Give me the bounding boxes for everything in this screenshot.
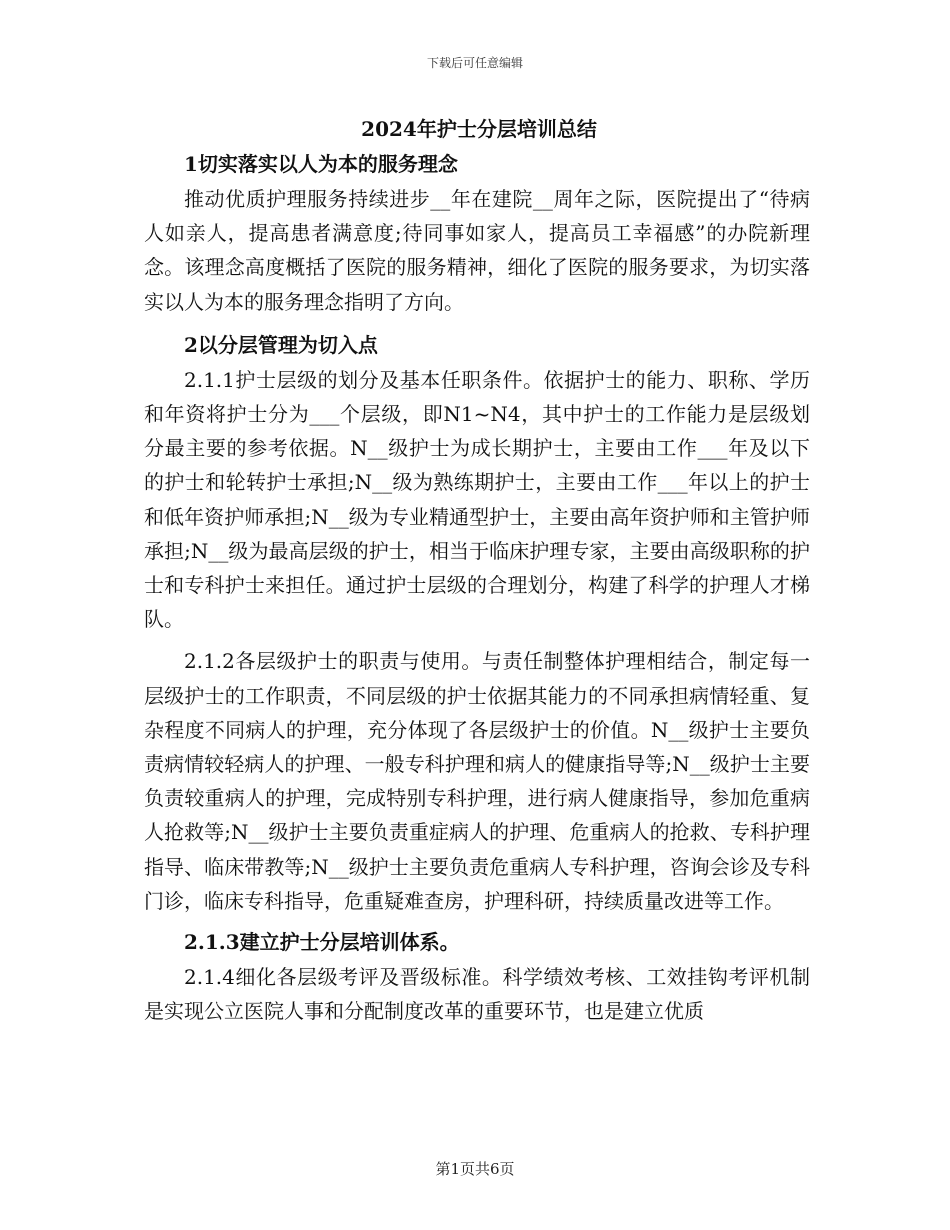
- page-number: 第1页共6页: [435, 1160, 515, 1178]
- page-header-note: 下载后可任意编辑: [426, 56, 523, 70]
- paragraph-2-1-2: 2.1.2各层级护士的职责与使用。与责任制整体护理相结合，制定每一层级护士的工作职责，不同层级的护士依据其能力的不同承担病情轻重、复杂程度不同病人的护理，充分体现了各层级护士的价值。N__级护士主要负责病情较轻病人的护理、一般专科护理和病人的健康指导等;N__级护士主要负责较重病人的护理，完成特别专科护理，进行病人健康指导，参加危重病人抢救等;N__级护士主要负责重症病人的护理、危重病人的抢救、专科护理指导、临床带教等;N__级护士主要负责危重病人专科护理，咨询会诊及专科门诊，临床专科指导，危重疑难查房，护理科研，持续质量改进等工作。: [144, 649, 810, 913]
- document-body: [144, 112, 810, 1036]
- paragraph-service-concept: 推动优质护理服务持续进步__年在建院__周年之际，医院提出了“待病人如亲人，提高患者满意度;待同事如家人，提高员工幸福感”的办院新理念。该理念高度概括了医院的服务精神，细化了医院的服务要求，为切实落实以人为本的服务理念指明了方向。: [144, 187, 810, 314]
- section-heading-1: 1切实落实以人为本的服务理念: [184, 152, 458, 176]
- document-title: 2024年护士分层培训总结: [361, 117, 597, 141]
- subsection-heading-2-1-3: 2.1.3建立护士分层培训体系。: [184, 930, 460, 955]
- section-heading-2: 2以分层管理为切入点: [184, 332, 378, 357]
- paragraph-2-1-1: 2.1.1护士层级的划分及基本任职条件。依据护士的能力、职称、学历和年资将护士分为___个层级，即N1~N4，其中护士的工作能力是层级划分最主要的参考依据。N__级护士为成长期护士，主要由工作___年及以下的护士和轮转护士承担;N__级为熟练期护士，主要由工作___年以上的护士和低年资护师承担;N__级为专业精通型护士，主要由高年资护师和主管护师承担;N__级为最高层级的护士，相当于临床护理专家，主要由高级职称的护士和专科护士来担任。通过护士层级的合理划分，构建了科学的护理人才梯队。: [144, 367, 810, 632]
- paragraph-2-1-4: 2.1.4细化各层级考评及晋级标准。科学绩效考核、工效挂钩考评机制是实现公立医院人事和分配制度改革的重要环节，也是建立优质: [144, 965, 810, 1024]
